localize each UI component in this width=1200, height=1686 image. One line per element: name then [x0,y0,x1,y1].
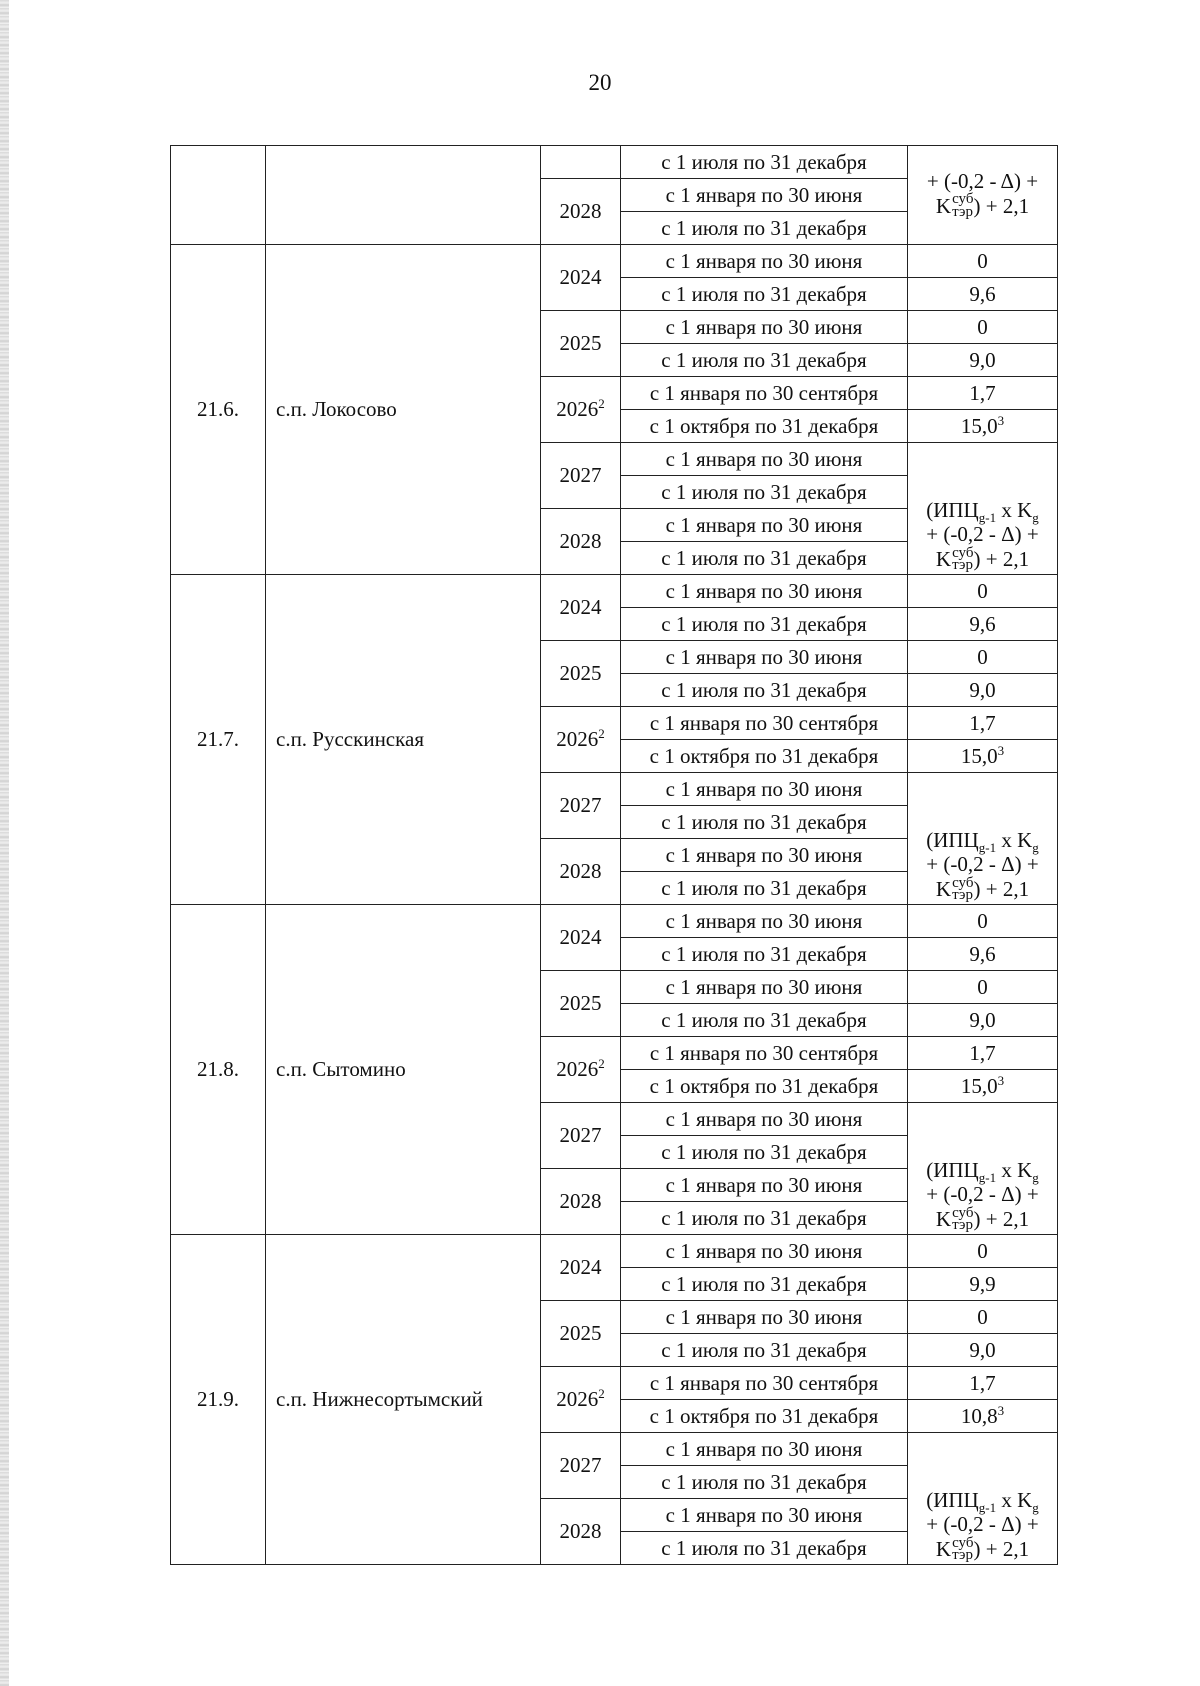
period-cell: с 1 июля по 31 декабря [621,476,908,509]
value-cell [908,938,1058,971]
value-text: 1,7 [969,1040,996,1065]
scan-edge [0,0,9,1686]
value-text: 10,8 [960,1403,998,1428]
formula-text: + (-0,2 - Δ) + K суб тэр ) + 2,1 [926,169,1039,221]
year-text: 2026 [556,727,599,751]
value-cell [908,410,1058,443]
period-cell: с 1 июля по 31 декабря [621,344,908,377]
value-text: 0 [977,314,988,339]
value-cell [908,905,1058,938]
name-cell [266,146,541,245]
period-cell: с 1 января по 30 июня [621,1499,908,1532]
period-cell: с 1 января по 30 июня [621,641,908,674]
value-cell [908,707,1058,740]
year-cell [541,1235,621,1301]
period-cell: с 1 января по 30 сентября [621,1037,908,1070]
period-cell: с 1 января по 30 июня [621,773,908,806]
period-cell: с 1 января по 30 сентября [621,707,908,740]
value-text: 0 [977,908,988,933]
value-text: 9,0 [969,1007,996,1032]
tariff-table [170,145,1058,1565]
year-cell [541,773,621,839]
value-cell [908,608,1058,641]
period-cell: с 1 июля по 31 декабря [621,1532,908,1565]
period-cell: с 1 июля по 31 декабря [621,1004,908,1037]
value-formula-cell [908,443,1058,575]
value-cell [908,1301,1058,1334]
value-text: 1,7 [969,380,996,405]
settlement-name: с.п. Нижнесортымский [266,1235,541,1565]
value-formula-cell [908,773,1058,905]
year-text: 2028 [559,1189,602,1213]
period-cell: с 1 июля по 31 декабря [621,1268,908,1301]
footnote-mark: 2 [598,1386,605,1401]
value-cell [908,278,1058,311]
year-text: 2025 [559,331,602,355]
period-cell: с 1 января по 30 июня [621,311,908,344]
value-text: 0 [977,974,988,999]
year-text: 2028 [559,1519,602,1543]
period-cell: с 1 июля по 31 декабря [621,542,908,575]
year-text: 2024 [559,265,602,289]
period-cell: с 1 июля по 31 декабря [621,674,908,707]
value-formula-cell [908,1433,1058,1565]
table-row [171,905,1058,938]
period-cell: с 1 июля по 31 декабря [621,608,908,641]
year-text: 2025 [559,661,602,685]
period-cell: с 1 января по 30 июня [621,1235,908,1268]
value-text: 15,0 [960,1073,998,1098]
period-cell: с 1 июля по 31 декабря [621,212,908,245]
year-cell [541,1301,621,1367]
value-text: 0 [977,1304,988,1329]
period-cell: с 1 января по 30 сентября [621,377,908,410]
footnote-mark: 3 [997,1072,1005,1088]
period-cell: с 1 января по 30 июня [621,509,908,542]
value-cell [908,1037,1058,1070]
year-cell [541,1103,621,1169]
number-cell [171,146,266,245]
value-text: 9,0 [969,347,996,372]
section-number: 21.8. [171,905,266,1235]
value-text: 15,0 [960,413,998,438]
year-cell [541,443,621,509]
value-text: 15,0 [960,743,998,768]
year-text: 2027 [559,463,602,487]
value-cell [908,740,1058,773]
value-text: 9,0 [969,1337,996,1362]
year-cell [541,146,621,179]
year-cell [541,641,621,707]
settlement-name: с.п. Локосово [266,245,541,575]
period-cell: с 1 января по 30 июня [621,839,908,872]
year-cell [541,839,621,905]
period-cell: с 1 января по 30 июня [621,905,908,938]
value-cell [908,971,1058,1004]
settlement-name: с.п. Русскинская [266,575,541,905]
value-formula-cell [908,146,1058,245]
table-row [171,1235,1058,1268]
value-cell [908,575,1058,608]
period-cell: с 1 января по 30 сентября [621,1367,908,1400]
formula-text: ($ИПЦ_{g-1}$ x $K_g$ + (-0,2 - Δ) + K суб тэр ) + 2,1 [926,497,1039,574]
page-number: 20 [588,70,612,95]
table-row [171,245,1058,278]
footnote-mark: 2 [598,396,605,411]
year-text: 2027 [559,1453,602,1477]
period-cell: с 1 января по 30 июня [621,971,908,1004]
section-number: 21.6. [171,245,266,575]
footnote-mark: 3 [997,742,1005,758]
footnote-mark: 2 [598,1056,605,1071]
year-text: 2026 [556,397,599,421]
year-text: 2028 [559,859,602,883]
value-cell [908,245,1058,278]
period-cell: с 1 октября по 31 декабря [621,1070,908,1103]
value-cell [908,311,1058,344]
period-cell: с 1 июля по 31 декабря [621,872,908,905]
value-text: 9,6 [969,281,996,306]
value-text: 9,6 [969,611,996,636]
period-cell: с 1 июля по 31 декабря [621,1334,908,1367]
value-text: 9,0 [969,677,996,702]
table-row [171,575,1058,608]
year-text: 2028 [559,529,602,553]
period-cell: с 1 января по 30 июня [621,443,908,476]
year-cell [541,905,621,971]
year-cell [541,509,621,575]
year-cell: 2028 [541,179,621,245]
period-cell: с 1 июля по 31 декабря [621,1202,908,1235]
value-cell [908,1400,1058,1433]
formula-text: ($ИПЦ_{g-1}$ x $K_g$ + (-0,2 - Δ) + K суб тэр ) + 2,1 [926,827,1039,904]
settlement-name: с.п. Сытомино [266,905,541,1235]
period-cell: с 1 января по 30 июня [621,1169,908,1202]
value-text: 0 [977,1238,988,1263]
period-cell: с 1 июля по 31 декабря [621,806,908,839]
value-cell [908,1235,1058,1268]
period-cell: с 1 января по 30 июня [621,1103,908,1136]
period-cell: с 1 июля по 31 декабря [621,1466,908,1499]
year-cell [541,971,621,1037]
value-formula-cell [908,1103,1058,1235]
year-cell [541,1433,621,1499]
footnote-mark: 3 [997,412,1005,428]
period-cell: с 1 января по 30 июня [621,1433,908,1466]
period-cell: с 1 июля по 31 декабря [621,1136,908,1169]
year-text: 2025 [559,991,602,1015]
section-number: 21.9. [171,1235,266,1565]
year-text: 2024 [559,925,602,949]
period-cell: с 1 января по 30 июня [621,575,908,608]
year-cell [541,1169,621,1235]
table-row [171,146,1058,179]
period-cell: с 1 января по 30 июня [621,1301,908,1334]
value-cell [908,1070,1058,1103]
value-text: 9,6 [969,941,996,966]
value-text: 0 [977,644,988,669]
period-cell: с 1 января по 30 июня [621,179,908,212]
value-text: 0 [977,248,988,273]
year-text: 2025 [559,1321,602,1345]
value-text: 9,9 [969,1271,996,1296]
year-cell [541,377,621,443]
value-cell [908,377,1058,410]
value-cell [908,1268,1058,1301]
formula-text: ($ИПЦ_{g-1}$ x $K_g$ + (-0,2 - Δ) + K суб тэр ) + 2,1 [926,1487,1039,1564]
value-cell [908,1367,1058,1400]
year-text: 2027 [559,793,602,817]
value-text: 0 [977,578,988,603]
footnote-mark: 2 [598,726,605,741]
value-cell [908,344,1058,377]
year-cell [541,1367,621,1433]
value-text: 1,7 [969,1370,996,1395]
period-cell: с 1 октября по 31 декабря [621,740,908,773]
footnote-mark: 3 [997,1402,1005,1418]
year-cell [541,575,621,641]
value-cell [908,1334,1058,1367]
year-cell [541,311,621,377]
period-cell: с 1 июля по 31 декабря [621,146,908,179]
year-cell [541,245,621,311]
section-number: 21.7. [171,575,266,905]
year-cell [541,707,621,773]
year-cell [541,1037,621,1103]
year-text: 2026 [556,1387,599,1411]
period-cell: с 1 июля по 31 декабря [621,938,908,971]
year-text: 2024 [559,1255,602,1279]
value-cell [908,1004,1058,1037]
period-cell: с 1 октября по 31 декабря [621,1400,908,1433]
period-cell: с 1 июля по 31 декабря [621,278,908,311]
period-cell: с 1 января по 30 июня [621,245,908,278]
value-cell [908,674,1058,707]
formula-text: ($ИПЦ_{g-1}$ x $K_g$ + (-0,2 - Δ) + K суб тэр ) + 2,1 [926,1157,1039,1234]
value-text: 1,7 [969,710,996,735]
year-cell [541,1499,621,1565]
value-cell [908,641,1058,674]
year-text: 2026 [556,1057,599,1081]
year-text: 2027 [559,1123,602,1147]
year-text: 2024 [559,595,602,619]
period-cell: с 1 октября по 31 декабря [621,410,908,443]
